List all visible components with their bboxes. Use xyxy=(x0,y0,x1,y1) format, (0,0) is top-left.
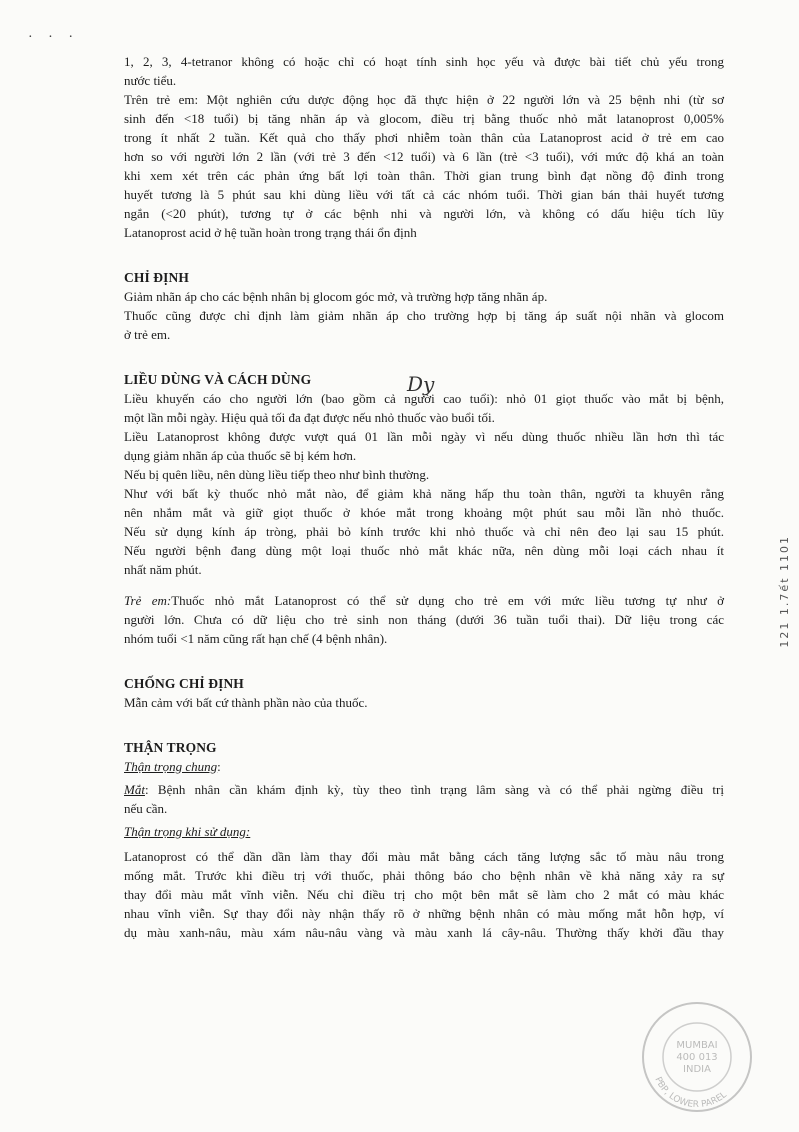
stamp-line3: INDIA xyxy=(683,1064,711,1075)
text-line: nhất năm phút. xyxy=(124,562,202,577)
text-line: khi xem xét trên các phản ứng bất lợi toàn thân. Thời gian trung bình đạt nồng độ đỉnh trong xyxy=(124,168,724,183)
pediatric-text: Thuốc nhỏ mắt Latanoprost có thể sử dụng cho trẻ em với mức liều tương tự như ở xyxy=(171,593,724,608)
text-line: nhau vĩnh viễn. Sự thay đổi này nhận thấy rõ ở những bệnh nhân có màu mống mắt hỗn hợp, ví xyxy=(124,906,724,921)
text-line: Liều Latanoprost không được vượt quá 01 lần mỗi ngày vì nếu dùng thuốc nhiều lần hơn thì tác xyxy=(124,429,724,444)
text-line: trong ít nhất 2 tuần. Kết quả cho thấy phơi nhiễm toàn thân của Latanoprost acid ở trẻ em cao xyxy=(124,130,724,145)
text-line-pediatric xyxy=(124,591,724,610)
text-line: Thuốc cũng được chỉ định làm giảm nhãn áp cho trường hợp bị tăng áp suất nội nhãn và glocom xyxy=(124,308,724,323)
pediatric-label: Trẻ em: xyxy=(124,593,172,608)
text-line: Latanoprost acid ở hệ tuần hoàn trong trạng thái ổn định xyxy=(124,225,417,240)
stamp-line1: MUMBAI xyxy=(676,1040,718,1051)
document-page xyxy=(124,52,724,942)
section-heading-indications: CHỈ ĐỊNH xyxy=(124,270,189,285)
text-line: Mẫn cảm với bất cứ thành phần nào của thuốc. xyxy=(124,695,368,710)
scan-dots: · · · xyxy=(28,30,79,45)
text-line: thay đổi màu mắt vĩnh viễn. Nếu chỉ điều trị cho một bên mắt sẽ làm cho 2 mắt có màu khác xyxy=(124,887,724,902)
text-line: nước tiểu. xyxy=(124,73,177,88)
stamp-arc-text: PBP, LOWER PAREL xyxy=(652,1075,729,1111)
text-line: Giảm nhãn áp cho các bệnh nhân bị glocom góc mở, và trường hợp tăng nhãn áp. xyxy=(124,289,548,304)
text-line: nhóm tuổi <1 năm cũng rất hạn chế (4 bệnh nhân). xyxy=(124,631,388,646)
text-line: Nếu sử dụng kính áp tròng, phải bỏ kính trước khi nhỏ thuốc và chỉ nên đeo lại sau 15 phút. xyxy=(124,524,724,539)
text-line: dụng giảm nhãn áp của thuốc sẽ bị kém hơn. xyxy=(124,448,357,463)
text-line: người lớn. Chưa có dữ liệu cho trẻ sinh non tháng (dưới 36 tuần tuổi thai). Dữ liệu trong các xyxy=(124,612,724,627)
eye-label: Mắt xyxy=(124,782,145,797)
paragraph-pediatric-pk xyxy=(124,90,724,242)
text-line: huyết tương là 5 phút sau khi dùng liều với tất cả các nhóm tuổi. Thời gian bán thải huyết tương xyxy=(124,187,724,202)
eye-text: : Bệnh nhân cần khám định kỳ, tùy theo tình trạng lâm sàng và có thể phải ngừng điều trị xyxy=(144,782,724,797)
paragraph-metabolites xyxy=(124,52,724,90)
stamp-line2: 400 013 xyxy=(676,1052,718,1063)
company-stamp xyxy=(640,1000,755,1115)
text-line: ngắn (<20 phút), tương tự ở các bệnh nhi và người lớn, và không có dấu hiệu tích lũy xyxy=(124,206,724,221)
text-line: 1, 2, 3, 4-tetranor không có hoặc chỉ có hoạt tính sinh học yếu và được bài tiết chủ yếu trong xyxy=(124,54,724,69)
margin-note: 121 1.7ết 1101 xyxy=(778,535,791,648)
text-line: Liều khuyến cáo cho người lớn (bao gồm cả người cao tuổi): nhỏ 01 giọt thuốc vào mắt bị bệnh, xyxy=(124,391,724,406)
text-line: hơn so với người lớn 2 lần (với trẻ 3 đến <12 tuổi) và 6 lần (trẻ <3 tuổi), với mức độ khá an toàn xyxy=(124,149,724,164)
colon: : xyxy=(217,759,221,774)
subheading-general-text: Thận trọng chung xyxy=(124,759,218,774)
text-line: mống mắt. Trước khi điều trị với thuốc, phải thông báo cho bệnh nhân về khả năng xảy ra sự xyxy=(124,868,724,883)
section-heading-contraindications: CHỐNG CHỈ ĐỊNH xyxy=(124,676,244,691)
text-line: sinh đến <18 tuổi) bị tăng nhãn áp và glocom, điều trị bằng thuốc nhỏ mắt latanoprost 0,005% xyxy=(124,111,724,126)
text-line: Latanoprost có thể dần dần làm thay đổi màu mắt bằng cách tăng lượng sắc tố màu nâu trong xyxy=(124,849,724,864)
text-line: Trên trẻ em: Một nghiên cứu dược động học đã thực hiện ở 22 người lớn và 25 bệnh nhi (từ sơ xyxy=(124,92,724,107)
text-line: ở trẻ em. xyxy=(124,327,171,342)
section-heading-dosage: LIỀU DÙNG VÀ CÁCH DÙNG xyxy=(124,372,312,387)
subheading-usage: Thận trọng khi sử dụng: xyxy=(124,824,251,839)
text-line: một lần mỗi ngày. Hiệu quả tối đa đạt được nếu nhỏ thuốc vào buổi tối. xyxy=(124,410,495,425)
text-line: dụ màu xanh-nâu, màu xám nâu-nâu vàng và màu xanh lá cây-nâu. Thường thấy khởi đầu thay xyxy=(124,925,724,940)
text-line: Nếu người bệnh đang dùng một loại thuốc nhỏ mắt khác nữa, nên dùng mỗi loại cách nhau ít xyxy=(124,543,724,558)
section-heading-precautions: THẬN TRỌNG xyxy=(124,740,217,755)
text-line: Nếu bị quên liều, nên dùng liều tiếp theo như bình thường. xyxy=(124,467,430,482)
text-line: nếu cần. xyxy=(124,801,168,816)
text-line: Như với bất kỳ thuốc nhỏ mắt nào, để giảm khả năng hấp thu toàn thân, người ta khuyên rằng xyxy=(124,486,724,501)
text-line: nên nhắm mắt và giữ giọt thuốc ở khóe mắt trong khoảng một phút sau mỗi lần nhỏ thuốc. xyxy=(124,505,724,520)
subheading-general xyxy=(124,757,724,776)
handwritten-initials: Dy xyxy=(407,372,435,396)
text-line-eye xyxy=(124,780,724,799)
